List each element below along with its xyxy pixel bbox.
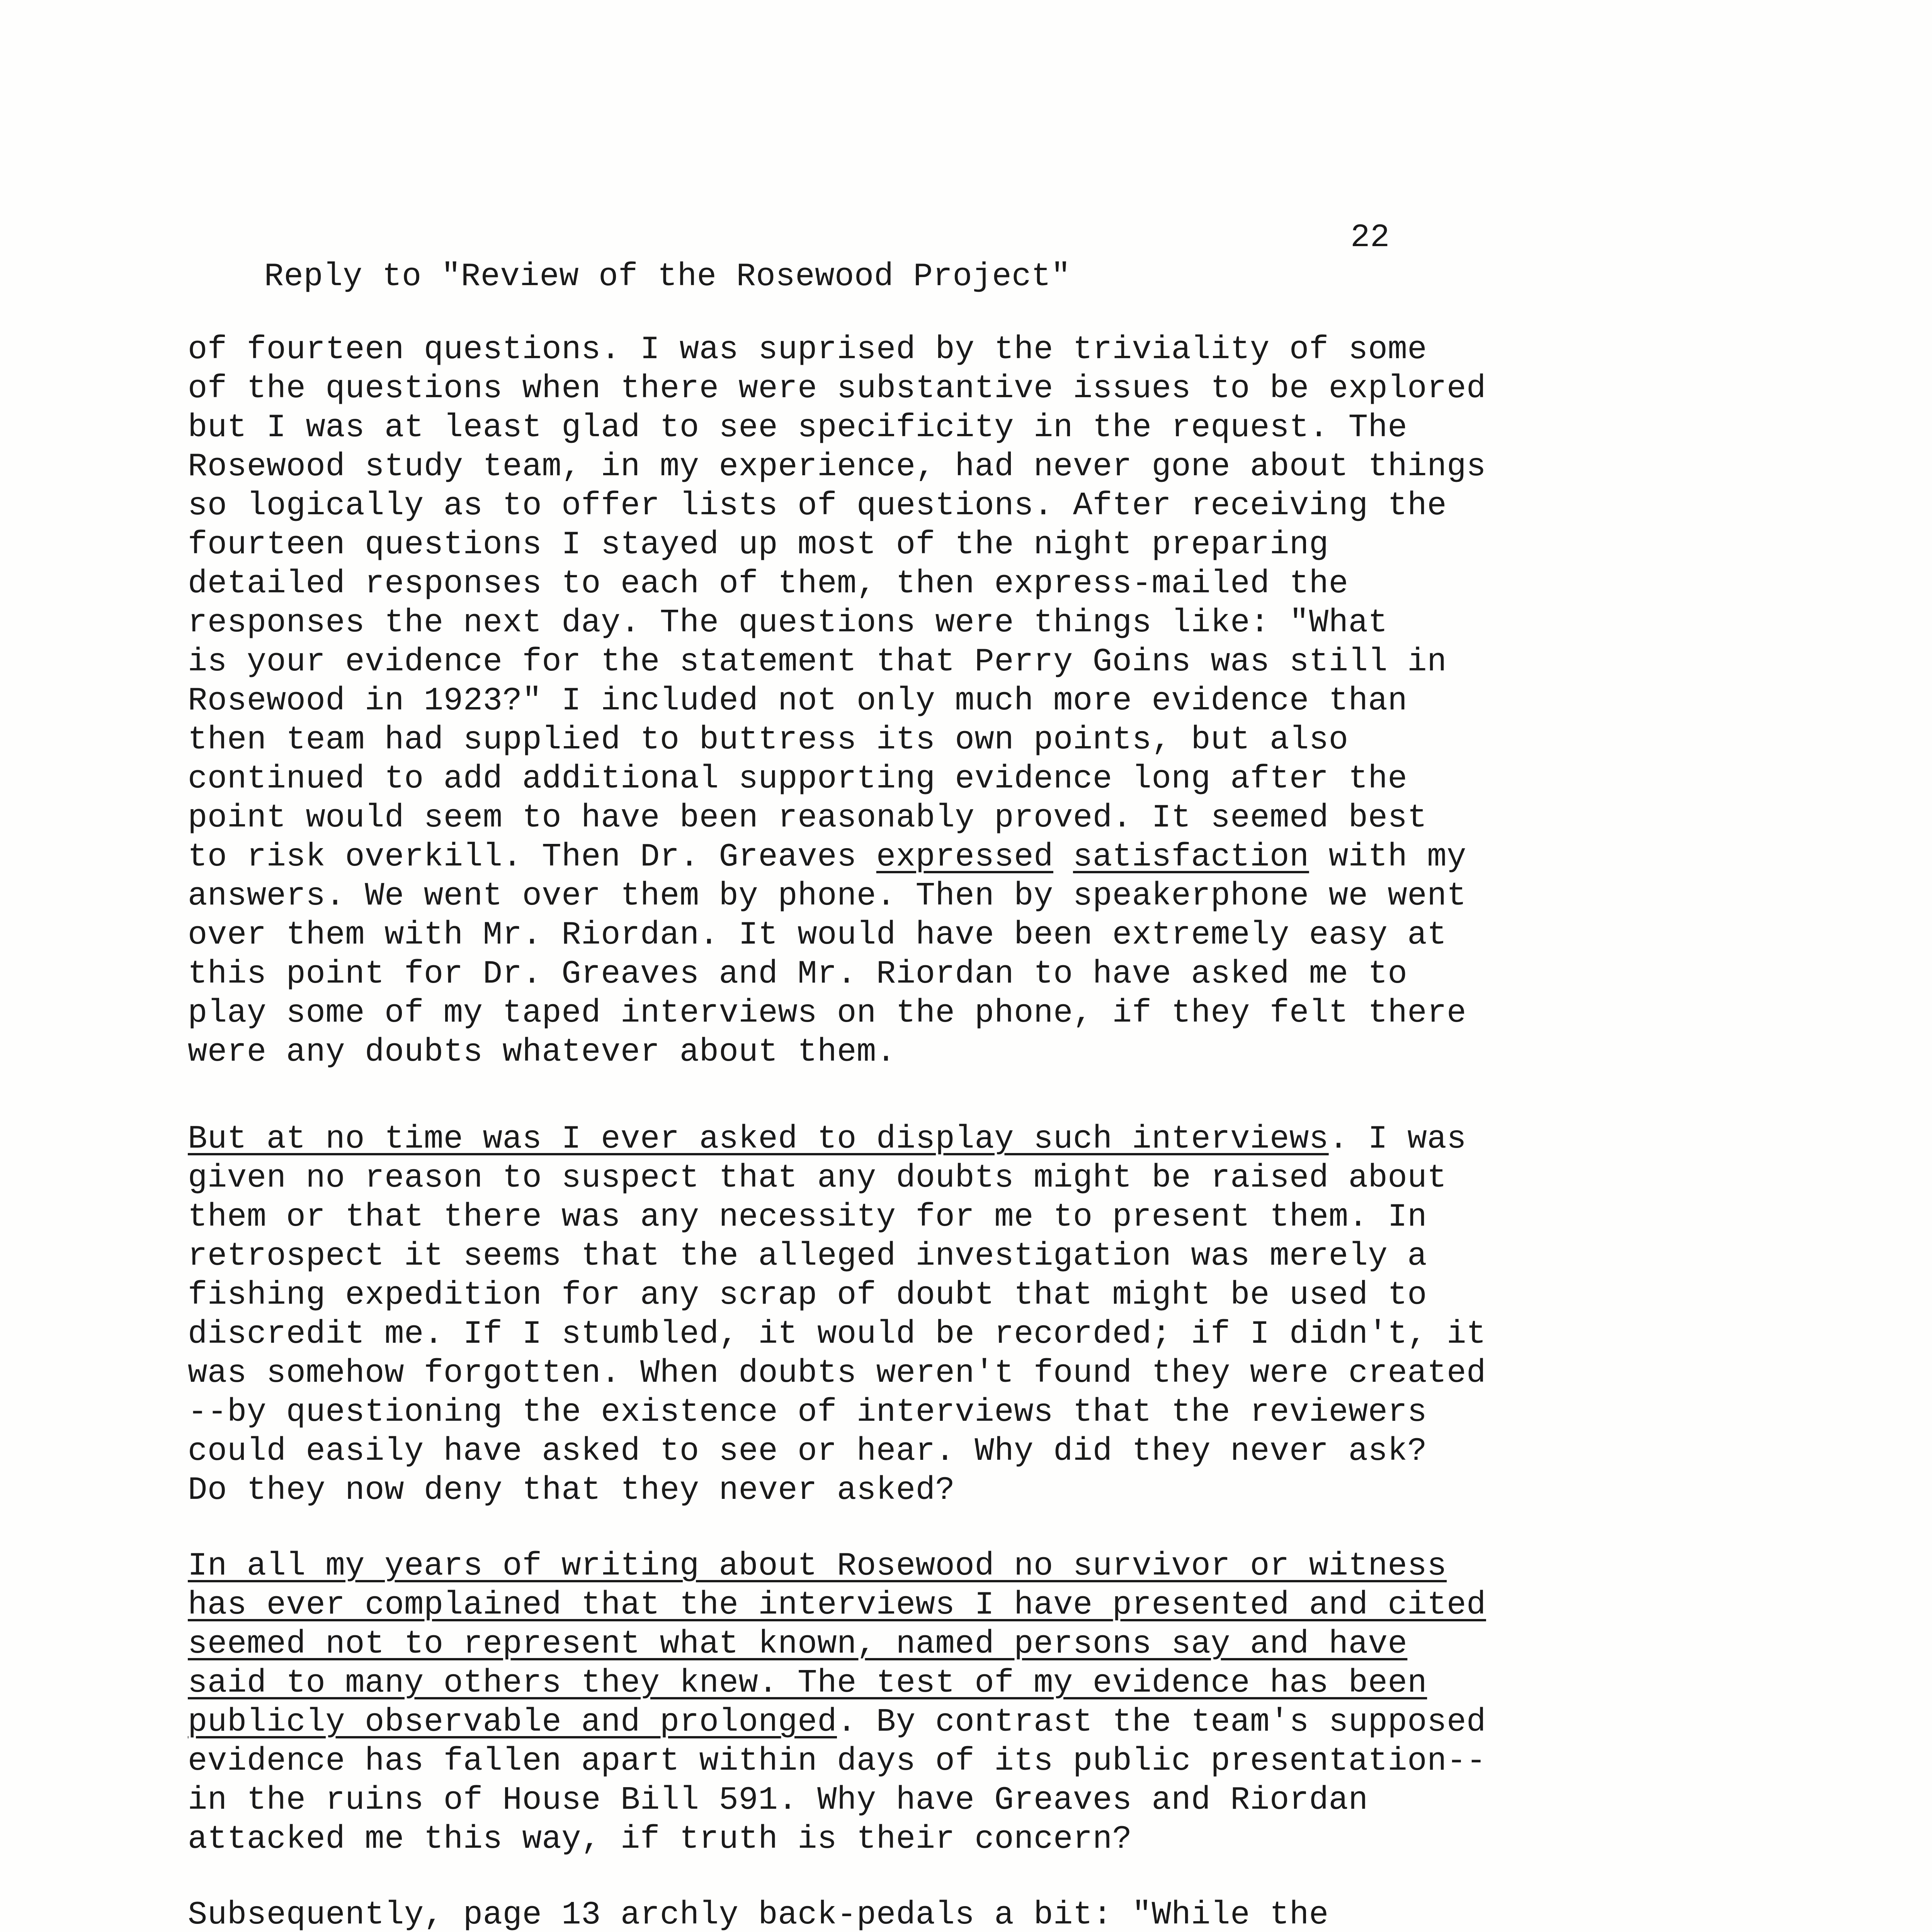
text-line [188,604,1486,643]
text-segment: discredit me. If I stumbled, it would be recorded; if I didn't, it [188,1316,1486,1353]
text-line [188,565,1486,604]
text-line [188,1432,1486,1471]
text-line [188,486,1486,526]
text-segment: were any doubts whatever about them. [188,1034,896,1071]
text-segment: was somehow forgotten. When doubts weren't found they were created [188,1355,1486,1392]
text-segment: responses the next day. The questions were things like: "What [188,605,1388,641]
text-line [188,643,1486,682]
header-title: Reply to "Review of the Rosewood Project" [264,259,1071,295]
text-segment: detailed responses to each of them, then express-mailed the [188,566,1349,602]
text-line [188,1354,1486,1393]
text-segment: this point for Dr. Greaves and Mr. Riordan to have asked me to [188,956,1408,993]
text-line [188,877,1486,916]
text-segment: . By contrast the team's supposed [837,1704,1486,1741]
text-line [188,916,1486,955]
text-segment: point would seem to have been reasonably proved. It seemed best [188,800,1427,837]
text-line [188,1393,1486,1432]
text-segment: Do they now deny that they never asked? [188,1472,955,1509]
text-line [188,1586,1486,1625]
text-segment: is your evidence for the statement that Perry Goins was still in [188,644,1447,680]
text-line [188,526,1486,565]
text-line [188,838,1486,877]
text-segment: them or that there was any necessity for me to present them. In [188,1199,1427,1236]
text-segment: Rosewood study team, in my experience, had never gone about things [188,449,1486,485]
underlined-text: seemed not to represent what known, named persons say and have [188,1626,1408,1663]
text-line [188,369,1486,408]
text-line [188,799,1486,838]
page-number: 22 [1350,219,1390,256]
text-line [188,330,1486,369]
text-line [188,760,1486,799]
underlined-text: satisfaction [1073,839,1309,876]
text-segment: could easily have asked to see or hear. Why did they never ask? [188,1433,1427,1470]
text-segment: fishing expedition for any scrap of doubt that might be used to [188,1277,1427,1314]
text-line [188,1820,1486,1859]
text-line [188,1742,1486,1781]
text-line [188,1625,1486,1664]
text-segment: in the ruins of House Bill 591. Why have Greaves and Riordan [188,1782,1368,1819]
text-segment: then team had supplied to buttress its own points, but also [188,722,1349,759]
paragraph-2 [188,1120,1486,1510]
text-line [188,682,1486,721]
text-segment: retrospect it seems that the alleged investigation was merely a [188,1238,1427,1275]
text-line [188,1703,1486,1742]
underlined-text: has ever complained that the interviews I have presented and cited [188,1587,1486,1624]
text-line [188,1547,1486,1586]
underlined-text: expressed [876,839,1053,876]
text-line [188,1315,1486,1354]
text-line [188,994,1486,1033]
text-line [188,1237,1486,1276]
text-line [188,1159,1486,1198]
text-line [188,1896,1486,1932]
text-segment: to risk overkill. Then Dr. Greaves [188,839,876,876]
text-segment: fourteen questions I stayed up most of the night preparing [188,527,1329,563]
paragraph-4 [188,1896,1486,1932]
text-line [188,408,1486,447]
text-segment: but I was at least glad to see specificity in the request. The [188,410,1408,446]
text-segment: over them with Mr. Riordan. It would have been extremely easy at [188,917,1447,954]
text-segment [1053,839,1073,876]
text-segment: given no reason to suspect that any doubts might be raised about [188,1160,1447,1197]
text-segment: play some of my taped interviews on the phone, if they felt there [188,995,1467,1032]
text-segment: so logically as to offer lists of questions. After receiving the [188,488,1447,524]
paragraph-1 [188,330,1486,1072]
text-segment: Rosewood in 1923?" I included not only much more evidence than [188,683,1408,719]
text-segment: continued to add additional supporting evidence long after the [188,761,1408,798]
text-line [188,955,1486,994]
text-segment: . I was [1328,1121,1467,1158]
text-line [188,1781,1486,1820]
text-segment: answers. We went over them by phone. Then by speakerphone we went [188,878,1467,915]
text-segment: Subsequently, page 13 archly back-pedals a bit: "While the [188,1897,1329,1932]
text-segment: attacked me this way, if truth is their concern? [188,1821,1132,1858]
paragraph-3 [188,1547,1486,1859]
underlined-text: said to many others they knew. The test of my evidence has been [188,1665,1427,1702]
text-segment: evidence has fallen apart within days of its public presentation-- [188,1743,1486,1780]
text-line [188,1276,1486,1315]
underlined-text: In all my years of writing about Rosewood no survivor or witness [188,1548,1447,1585]
text-segment: --by questioning the existence of interviews that the reviewers [188,1394,1427,1431]
underlined-text: publicly observable and prolonged [188,1704,837,1741]
underlined-text: But at no time was I ever asked to display such interviews [188,1121,1329,1158]
text-line [188,1198,1486,1237]
text-segment: of the questions when there were substantive issues to be explored [188,371,1486,407]
text-line [188,721,1486,760]
text-line [188,1664,1486,1703]
text-line [188,447,1486,486]
text-segment: with my [1309,839,1467,876]
text-segment: of fourteen questions. I was suprised by the triviality of some [188,332,1427,368]
text-line [188,1120,1486,1159]
text-line [188,1033,1486,1072]
text-line [188,1471,1486,1510]
